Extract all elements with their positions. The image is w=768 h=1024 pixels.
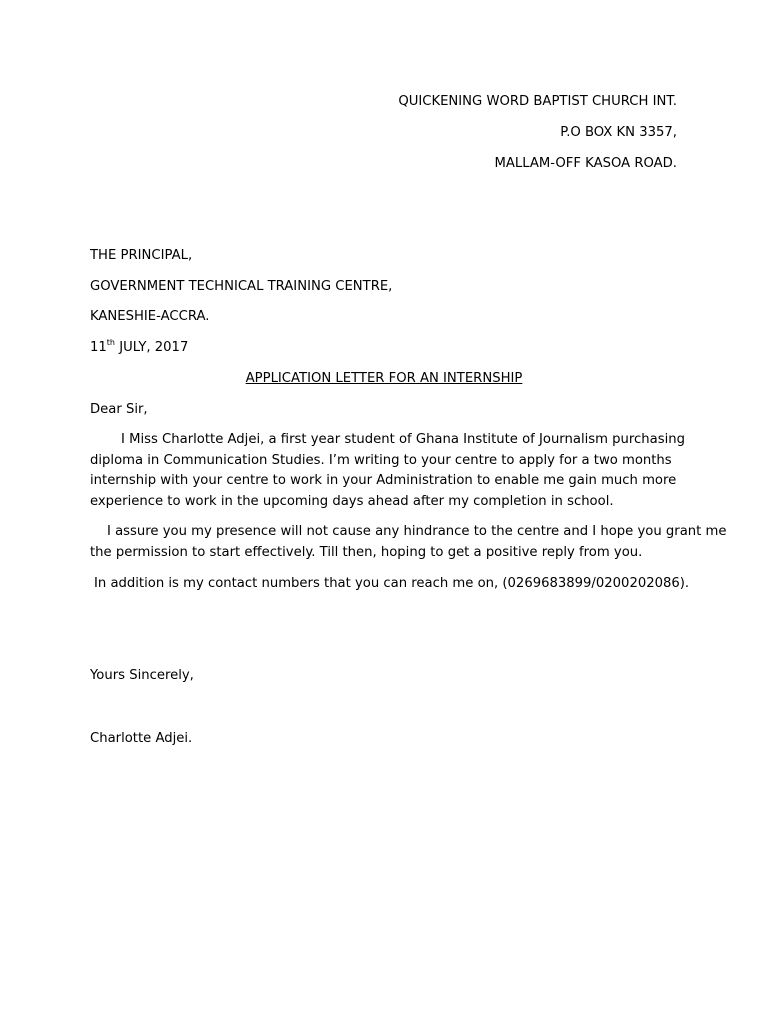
paragraph-1-line-1: I Miss Charlotte Adjei, a first year student of Ghana Institute of Journalism purchasing <box>121 432 685 447</box>
closing: Yours Sincerely, <box>90 668 194 683</box>
sender-address-line-1: QUICKENING WORD BAPTIST CHURCH INT. <box>398 94 677 109</box>
date-ordinal: th <box>106 338 115 347</box>
sender-address-line-3: MALLAM-OFF KASOA ROAD. <box>494 156 677 171</box>
sender-address-line-2: P.O BOX KN 3357, <box>560 125 677 140</box>
paragraph-1-line-3: internship with your centre to work in your Administration to enable me gain much more <box>90 473 677 489</box>
body-paragraph-2 <box>90 522 727 563</box>
paragraph-2-line-1: I assure you my presence will not cause any hindrance to the centre and I hope you grant me <box>107 524 727 539</box>
date-day: 11 <box>90 340 107 355</box>
salutation: Dear Sir, <box>90 402 148 417</box>
paragraph-2-line-2: the permission to start effectively. Till then, hoping to get a positive reply from you. <box>90 544 643 560</box>
recipient-address-line-3: KANESHIE-ACCRA. <box>90 309 210 324</box>
body-paragraph-3 <box>90 574 690 595</box>
date-month-year: JULY, 2017 <box>115 340 189 355</box>
letter-date <box>90 338 188 359</box>
letter-subject <box>90 369 678 390</box>
paragraph-1-line-2: diploma in Communication Studies. I’m writing to your centre to apply for a two months <box>90 452 672 468</box>
paragraph-1-line-4: experience to work in the upcoming days ahead after my completion in school. <box>90 493 614 509</box>
paragraph-3-line-1: In addition is my contact numbers that you can reach me on, (0269683899/0200202086). <box>94 576 690 591</box>
letter-subject-text: APPLICATION LETTER FOR AN INTERNSHIP <box>245 371 523 386</box>
signature-name: Charlotte Adjei. <box>90 731 193 746</box>
body-paragraph-1 <box>90 430 685 512</box>
recipient-address-line-1: THE PRINCIPAL, <box>90 248 193 263</box>
recipient-address-line-2: GOVERNMENT TECHNICAL TRAINING CENTRE, <box>90 279 393 294</box>
